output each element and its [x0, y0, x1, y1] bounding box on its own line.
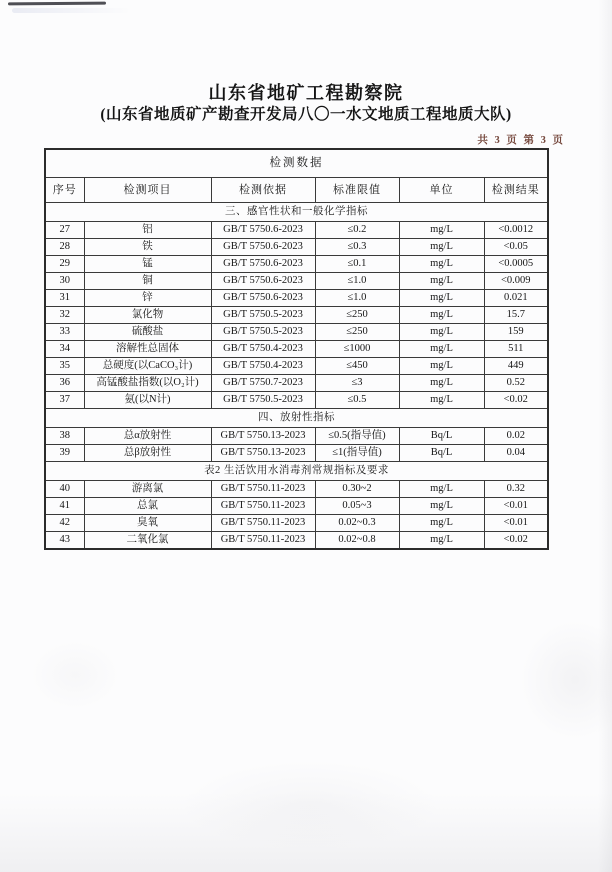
table-row: [45, 341, 548, 358]
method-basis: GB/T 5750.11-2023: [211, 481, 315, 498]
result: 0.52: [484, 375, 548, 392]
result: <0.01: [484, 498, 548, 515]
result: <0.01: [484, 515, 548, 532]
column-header: 检测项目: [84, 178, 211, 203]
row-no: 43: [45, 532, 84, 550]
scan-artifact-blob: [30, 640, 120, 710]
item-name: 高锰酸盐指数(以O₂计): [84, 375, 211, 392]
table-row: [45, 532, 548, 550]
item-name: 臭氧: [84, 515, 211, 532]
method-basis: GB/T 5750.13-2023: [211, 428, 315, 445]
table-body: [45, 203, 548, 550]
standard-limit: 0.30~2: [315, 481, 399, 498]
section-row: [45, 462, 548, 481]
test-data-table: [44, 148, 549, 550]
method-basis: GB/T 5750.4-2023: [211, 358, 315, 375]
standard-limit: ≤250: [315, 307, 399, 324]
table-row: [45, 445, 548, 462]
item-name: 锰: [84, 256, 211, 273]
method-basis: GB/T 5750.4-2023: [211, 341, 315, 358]
table-title-row: [45, 149, 548, 178]
unit: Bq/L: [399, 445, 484, 462]
row-no: 41: [45, 498, 84, 515]
row-no: 36: [45, 375, 84, 392]
unit: mg/L: [399, 324, 484, 341]
section-row: [45, 409, 548, 428]
table-row: [45, 256, 548, 273]
page-indicator: 共 3 页 第 3 页: [477, 135, 565, 146]
row-no: 30: [45, 273, 84, 290]
standard-limit: 0.02~0.3: [315, 515, 399, 532]
item-name: 总α放射性: [84, 428, 211, 445]
result: 159: [484, 324, 548, 341]
column-header: 检测结果: [484, 178, 548, 203]
row-no: 32: [45, 307, 84, 324]
method-basis: GB/T 5750.11-2023: [211, 532, 315, 550]
item-name: 铝: [84, 222, 211, 239]
standard-limit: ≤450: [315, 358, 399, 375]
unit: Bq/L: [399, 428, 484, 445]
result: <0.02: [484, 532, 548, 550]
table-header-row: [45, 178, 548, 203]
result: 15.7: [484, 307, 548, 324]
row-no: 33: [45, 324, 84, 341]
item-name: 铜: [84, 273, 211, 290]
section-row: [45, 203, 548, 222]
row-no: 38: [45, 428, 84, 445]
column-header: 检测依据: [211, 178, 315, 203]
item-name: 总β放射性: [84, 445, 211, 462]
unit: mg/L: [399, 375, 484, 392]
result: <0.02: [484, 392, 548, 409]
standard-limit: 0.05~3: [315, 498, 399, 515]
standard-limit: ≤1.0: [315, 290, 399, 307]
scan-artifact-smudge: [12, 8, 132, 13]
item-name: 氨(以N计): [84, 392, 211, 409]
column-header: 标准限值: [315, 178, 399, 203]
unit: mg/L: [399, 358, 484, 375]
standard-limit: ≤0.1: [315, 256, 399, 273]
result: 0.04: [484, 445, 548, 462]
item-name: 溶解性总固体: [84, 341, 211, 358]
scan-edge-shadow: [598, 0, 612, 872]
table-row: [45, 498, 548, 515]
table-row: [45, 222, 548, 239]
table-row: [45, 324, 548, 341]
standard-limit: ≤0.2: [315, 222, 399, 239]
row-no: 39: [45, 445, 84, 462]
unit: mg/L: [399, 498, 484, 515]
standard-limit: ≤0.3: [315, 239, 399, 256]
standard-limit: ≤250: [315, 324, 399, 341]
row-no: 28: [45, 239, 84, 256]
row-no: 42: [45, 515, 84, 532]
row-no: 40: [45, 481, 84, 498]
row-no: 34: [45, 341, 84, 358]
unit: mg/L: [399, 341, 484, 358]
method-basis: GB/T 5750.6-2023: [211, 222, 315, 239]
scan-artifact-line: [8, 2, 106, 6]
item-name: 游离氯: [84, 481, 211, 498]
method-basis: GB/T 5750.6-2023: [211, 273, 315, 290]
table-row: [45, 428, 548, 445]
method-basis: GB/T 5750.6-2023: [211, 256, 315, 273]
standard-limit: ≤1000: [315, 341, 399, 358]
result: 0.021: [484, 290, 548, 307]
result: 449: [484, 358, 548, 375]
result: <0.05: [484, 239, 548, 256]
item-name: 硫酸盐: [84, 324, 211, 341]
row-no: 35: [45, 358, 84, 375]
unit: mg/L: [399, 307, 484, 324]
table-row: [45, 392, 548, 409]
result: 511: [484, 341, 548, 358]
section-header: 表2 生活饮用水消毒剂常规指标及要求: [45, 462, 548, 481]
section-header: 三、感官性状和一般化学指标: [45, 203, 548, 222]
item-name: 总氯: [84, 498, 211, 515]
unit: mg/L: [399, 256, 484, 273]
unit: mg/L: [399, 392, 484, 409]
unit: mg/L: [399, 239, 484, 256]
method-basis: GB/T 5750.5-2023: [211, 324, 315, 341]
column-header: 序号: [45, 178, 84, 203]
table-row: [45, 290, 548, 307]
item-name: 氯化物: [84, 307, 211, 324]
standard-limit: ≤0.5(指导值): [315, 428, 399, 445]
unit: mg/L: [399, 290, 484, 307]
method-basis: GB/T 5750.7-2023: [211, 375, 315, 392]
method-basis: GB/T 5750.11-2023: [211, 498, 315, 515]
unit: mg/L: [399, 481, 484, 498]
table-row: [45, 515, 548, 532]
report-header: [0, 83, 612, 124]
table-title: 检测数据: [45, 149, 548, 178]
method-basis: GB/T 5750.6-2023: [211, 290, 315, 307]
org-title: 山东省地矿工程勘察院: [208, 83, 404, 103]
org-subtitle: (山东省地质矿产勘查开发局八〇一水文地质工程地质大队): [100, 105, 512, 123]
method-basis: GB/T 5750.13-2023: [211, 445, 315, 462]
result: <0.009: [484, 273, 548, 290]
method-basis: GB/T 5750.5-2023: [211, 307, 315, 324]
item-name: 锌: [84, 290, 211, 307]
standard-limit: ≤1(指导值): [315, 445, 399, 462]
row-no: 27: [45, 222, 84, 239]
unit: mg/L: [399, 273, 484, 290]
row-no: 31: [45, 290, 84, 307]
item-name: 总硬度(以CaCO₃计): [84, 358, 211, 375]
table-row: [45, 481, 548, 498]
item-name: 二氧化氯: [84, 532, 211, 550]
method-basis: GB/T 5750.6-2023: [211, 239, 315, 256]
table-row: [45, 239, 548, 256]
table-row: [45, 307, 548, 324]
unit: mg/L: [399, 222, 484, 239]
section-header: 四、放射性指标: [45, 409, 548, 428]
column-header: 单位: [399, 178, 484, 203]
method-basis: GB/T 5750.5-2023: [211, 392, 315, 409]
row-no: 37: [45, 392, 84, 409]
unit: mg/L: [399, 532, 484, 550]
table-row: [45, 273, 548, 290]
table-row: [45, 375, 548, 392]
item-name: 铁: [84, 239, 211, 256]
result: 0.02: [484, 428, 548, 445]
unit: mg/L: [399, 515, 484, 532]
standard-limit: 0.02~0.8: [315, 532, 399, 550]
result: <0.0005: [484, 256, 548, 273]
result: 0.32: [484, 481, 548, 498]
result: <0.0012: [484, 222, 548, 239]
table-row: [45, 358, 548, 375]
method-basis: GB/T 5750.11-2023: [211, 515, 315, 532]
standard-limit: ≤3: [315, 375, 399, 392]
row-no: 29: [45, 256, 84, 273]
standard-limit: ≤0.5: [315, 392, 399, 409]
scan-edge-shadow: [0, 792, 612, 872]
standard-limit: ≤1.0: [315, 273, 399, 290]
